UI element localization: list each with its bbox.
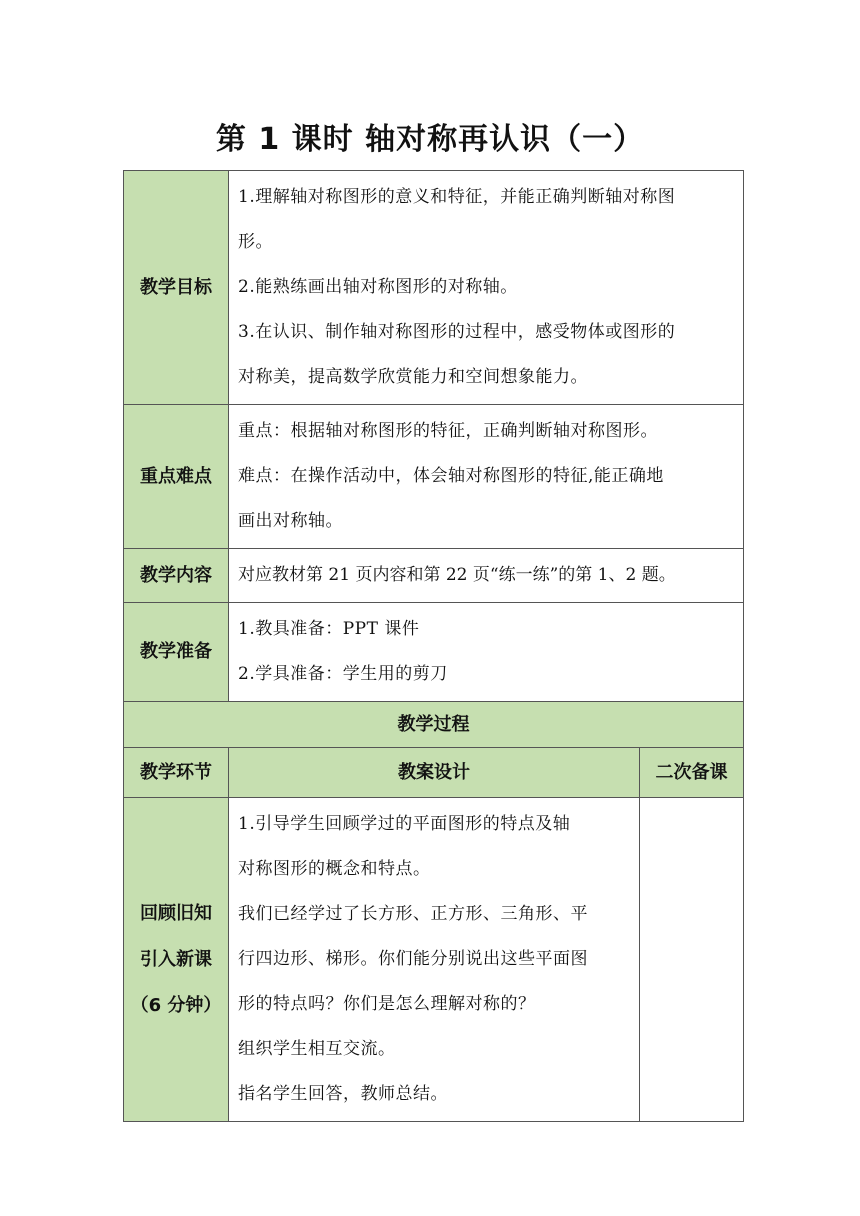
objectives-label: 教学目标	[124, 171, 229, 405]
stage-label-line: （6 分钟）	[130, 994, 222, 1016]
objectives-line: 2.能熟练画出轴对称图形的对称轴。	[238, 277, 518, 297]
key-points-line: 重点：根据轴对称图形的特征，正确判断轴对称图形。	[238, 421, 658, 441]
key-points-line: 画出对称轴。	[238, 511, 343, 531]
objectives-line: 3.在认识、制作轴对称图形的过程中，感受物体或图形的	[238, 322, 676, 342]
design-line: 组织学生相互交流。	[238, 1039, 396, 1059]
preparation-content	[229, 603, 744, 702]
design-line: 我们已经学过了长方形、正方形、三角形、平	[238, 904, 588, 924]
column-header-notes: 二次备课	[640, 748, 744, 798]
stage-notes	[640, 798, 744, 1122]
column-header-design: 教案设计	[229, 748, 640, 798]
key-points-row	[124, 405, 744, 549]
objectives-content	[229, 171, 744, 405]
key-points-content	[229, 405, 744, 549]
key-points-label: 重点难点	[124, 405, 229, 549]
content-row	[124, 549, 744, 603]
design-line: 对称图形的概念和特点。	[238, 859, 431, 879]
lesson-plan-table	[123, 170, 744, 1122]
design-line: 行四边形、梯形。你们能分别说出这些平面图	[238, 949, 588, 969]
key-points-line: 难点：在操作活动中，体会轴对称图形的特征,能正确地	[238, 466, 664, 486]
column-header-stage: 教学环节	[124, 748, 229, 798]
stage-label	[124, 798, 229, 1122]
design-line: 形的特点吗？你们是怎么理解对称的？	[238, 994, 536, 1014]
process-columns-row	[124, 748, 744, 798]
process-header-row	[124, 702, 744, 748]
stage-row	[124, 798, 744, 1122]
stage-design	[229, 798, 640, 1122]
preparation-row	[124, 603, 744, 702]
process-header: 教学过程	[124, 702, 744, 748]
design-line: 指名学生回答，教师总结。	[238, 1084, 448, 1104]
stage-label-line: 回顾旧知	[140, 902, 212, 924]
preparation-label: 教学准备	[124, 603, 229, 702]
objectives-line: 对称美，提高数学欣赏能力和空间想象能力。	[238, 367, 588, 387]
content-line: 对应教材第 21 页内容和第 22 页“练一练”的第 1、2 题。	[238, 565, 676, 585]
objectives-row	[124, 171, 744, 405]
content-text	[229, 549, 744, 603]
preparation-line: 2.学具准备：学生用的剪刀	[238, 664, 448, 684]
page-title: 第 1 课时 轴对称再认识（一）	[215, 122, 645, 157]
objectives-line: 形。	[238, 232, 273, 252]
stage-label-line: 引入新课	[140, 948, 212, 970]
design-line: 1.引导学生回顾学过的平面图形的特点及轴	[238, 814, 571, 834]
preparation-line: 1.教具准备：PPT 课件	[238, 619, 420, 639]
objectives-line: 1.理解轴对称图形的意义和特征，并能正确判断轴对称图	[238, 187, 676, 207]
content-label: 教学内容	[124, 549, 229, 603]
